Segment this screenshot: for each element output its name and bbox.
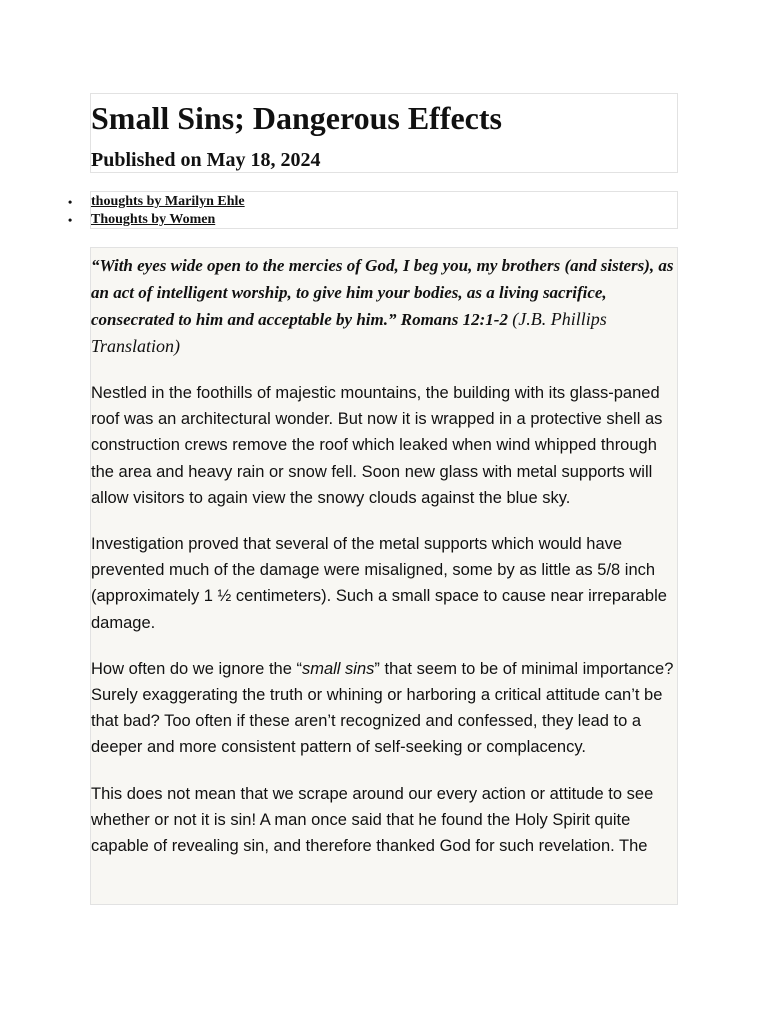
paragraph-3-emphasis: small sins <box>301 659 375 678</box>
article-body <box>90 247 678 905</box>
tag-link-thoughts-by-women[interactable]: Thoughts by Women <box>91 212 216 227</box>
article <box>68 93 678 905</box>
tag-list <box>68 192 677 229</box>
paragraph-3-after: ” that seem to be of minimal importance? Surely exaggerating the truth or whining or harboring a critical attitude can’t be that bad? Too often if these aren’t recognized and confessed, they lead to a deeper and more consistent pattern of self-seeking or complacency. <box>91 659 674 757</box>
quote-reference: Romans 12:1-2 <box>400 310 508 329</box>
tag-item <box>68 211 677 229</box>
tag-item <box>68 193 677 211</box>
scripture-quote <box>91 252 677 360</box>
bullet-icon: • <box>68 195 73 209</box>
paragraph-2: Investigation proved that several of the metal supports which would have prevented much of the damage were misaligned, some by as little as 5/8 inch (approximately 1 ½ centimeters). Such a small space to cause near irreparable damage. <box>91 535 667 632</box>
paragraph-4: This does not mean that we scrape around our every action or attitude to see whether or not it is sin! A man once said that he found the Holy Spirit quite capable of revealing sin, and therefore thanked God for such revelation. The <box>91 784 654 856</box>
quote-text: “With eyes wide open to the mercies of God, I beg you, my brothers (and sisters), as an act of intelligent worship, to give him your bodies, as a living sacrifice, consecrated to him and acceptable by him.” <box>91 256 674 329</box>
quote-translation: (J.B. Phillips Translation) <box>91 309 607 356</box>
paragraph-3-before: How often do we ignore the “ <box>91 659 302 678</box>
article-header <box>90 93 678 173</box>
published-date: Published on May 18, 2024 <box>91 149 321 171</box>
tag-list-box <box>68 191 678 229</box>
paragraph-1: Nestled in the foothills of majestic mountains, the building with its glass-paned roof was an architectural wonder. But now it is wrapped in a protective shell as construction crews remove the roof which leaked when wind whipped through the area and heavy rain or snow fell. Soon new glass with metal supports will allow visitors to again view the snowy clouds against the blue sky. <box>91 384 663 507</box>
article-title: Small Sins; Dangerous Effects <box>91 100 502 136</box>
bullet-icon: • <box>68 213 73 227</box>
tag-link-marilyn-ehle[interactable]: thoughts by Marilyn Ehle <box>91 194 245 209</box>
paragraph-3 <box>91 656 677 761</box>
